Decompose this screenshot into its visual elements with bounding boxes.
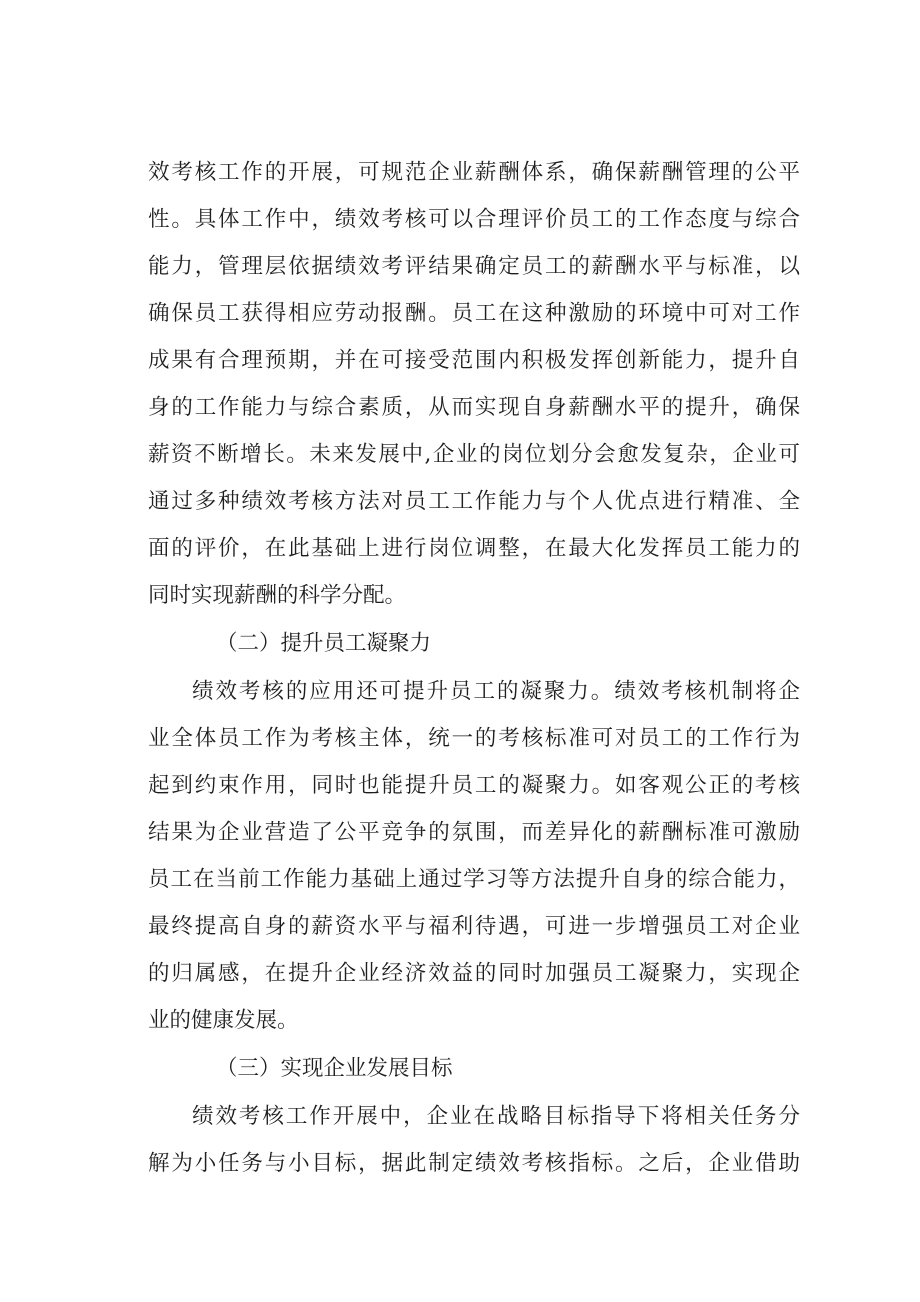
- paragraph-1-line-3: 能力，管理层依据绩效考评结果确定员工的薪酬水平与标准，以: [148, 254, 800, 279]
- paragraph-1-line-4: 确保员工获得相应劳动报酬。员工在这种激励的环境中可对工作: [148, 301, 800, 326]
- paragraph-1-line-10: 同时实现薪酬的科学分配。: [148, 583, 407, 608]
- paragraph-2-line-6: 最终提高自身的薪资水平与福利待遇，可进一步增强员工对企业: [148, 914, 800, 939]
- paragraph-2-line-4: 结果为企业营造了公平竞争的氛围，而差异化的薪酬标准可激励: [148, 820, 800, 845]
- paragraph-1-line-6: 身的工作能力与综合素质，从而实现自身薪酬水平的提升，确保: [148, 395, 800, 420]
- paragraph-1-line-9: 面的评价，在此基础上进行岗位调整，在最大化发挥员工能力的: [148, 536, 800, 561]
- section-heading-3: （三）实现企业发展目标: [216, 1056, 453, 1081]
- paragraph-2-line-2: 业全体员工作为考核主体，统一的考核标准可对员工的工作行为: [148, 726, 800, 751]
- paragraph-1-line-2: 性。具体工作中，绩效考核可以合理评价员工的工作态度与综合: [148, 207, 800, 232]
- paragraph-1-line-5: 成果有合理预期，并在可接受范围内积极发挥创新能力，提升自: [148, 348, 800, 373]
- paragraph-2-line-7: 的归属感，在提升企业经济效益的同时加强员工凝聚力，实现企: [148, 961, 800, 986]
- paragraph-2-line-8: 业的健康发展。: [148, 1008, 299, 1033]
- paragraph-1-line-7: 薪资不断增长。未来发展中,企业的岗位划分会愈发复杂，企业可: [148, 442, 800, 467]
- paragraph-3-line-1: 绩效考核工作开展中，企业在战略目标指导下将相关任务分: [192, 1104, 800, 1129]
- paragraph-1-line-8: 通过多种绩效考核方法对员工工作能力与个人优点进行精准、全: [148, 489, 800, 514]
- section-heading-2: （二）提升员工凝聚力: [216, 631, 432, 656]
- paragraph-1-line-1: 效考核工作的开展，可规范企业薪酬体系，确保薪酬管理的公平: [148, 160, 800, 185]
- paragraph-2-line-5: 员工在当前工作能力基础上通过学习等方法提升自身的综合能力，: [148, 867, 800, 892]
- paragraph-3-line-2: 解为小任务与小目标，据此制定绩效考核指标。之后，企业借助: [148, 1151, 800, 1176]
- paragraph-2-line-3: 起到约束作用，同时也能提升员工的凝聚力。如客观公正的考核: [148, 773, 800, 798]
- paragraph-2-line-1: 绩效考核的应用还可提升员工的凝聚力。绩效考核机制将企: [192, 679, 800, 704]
